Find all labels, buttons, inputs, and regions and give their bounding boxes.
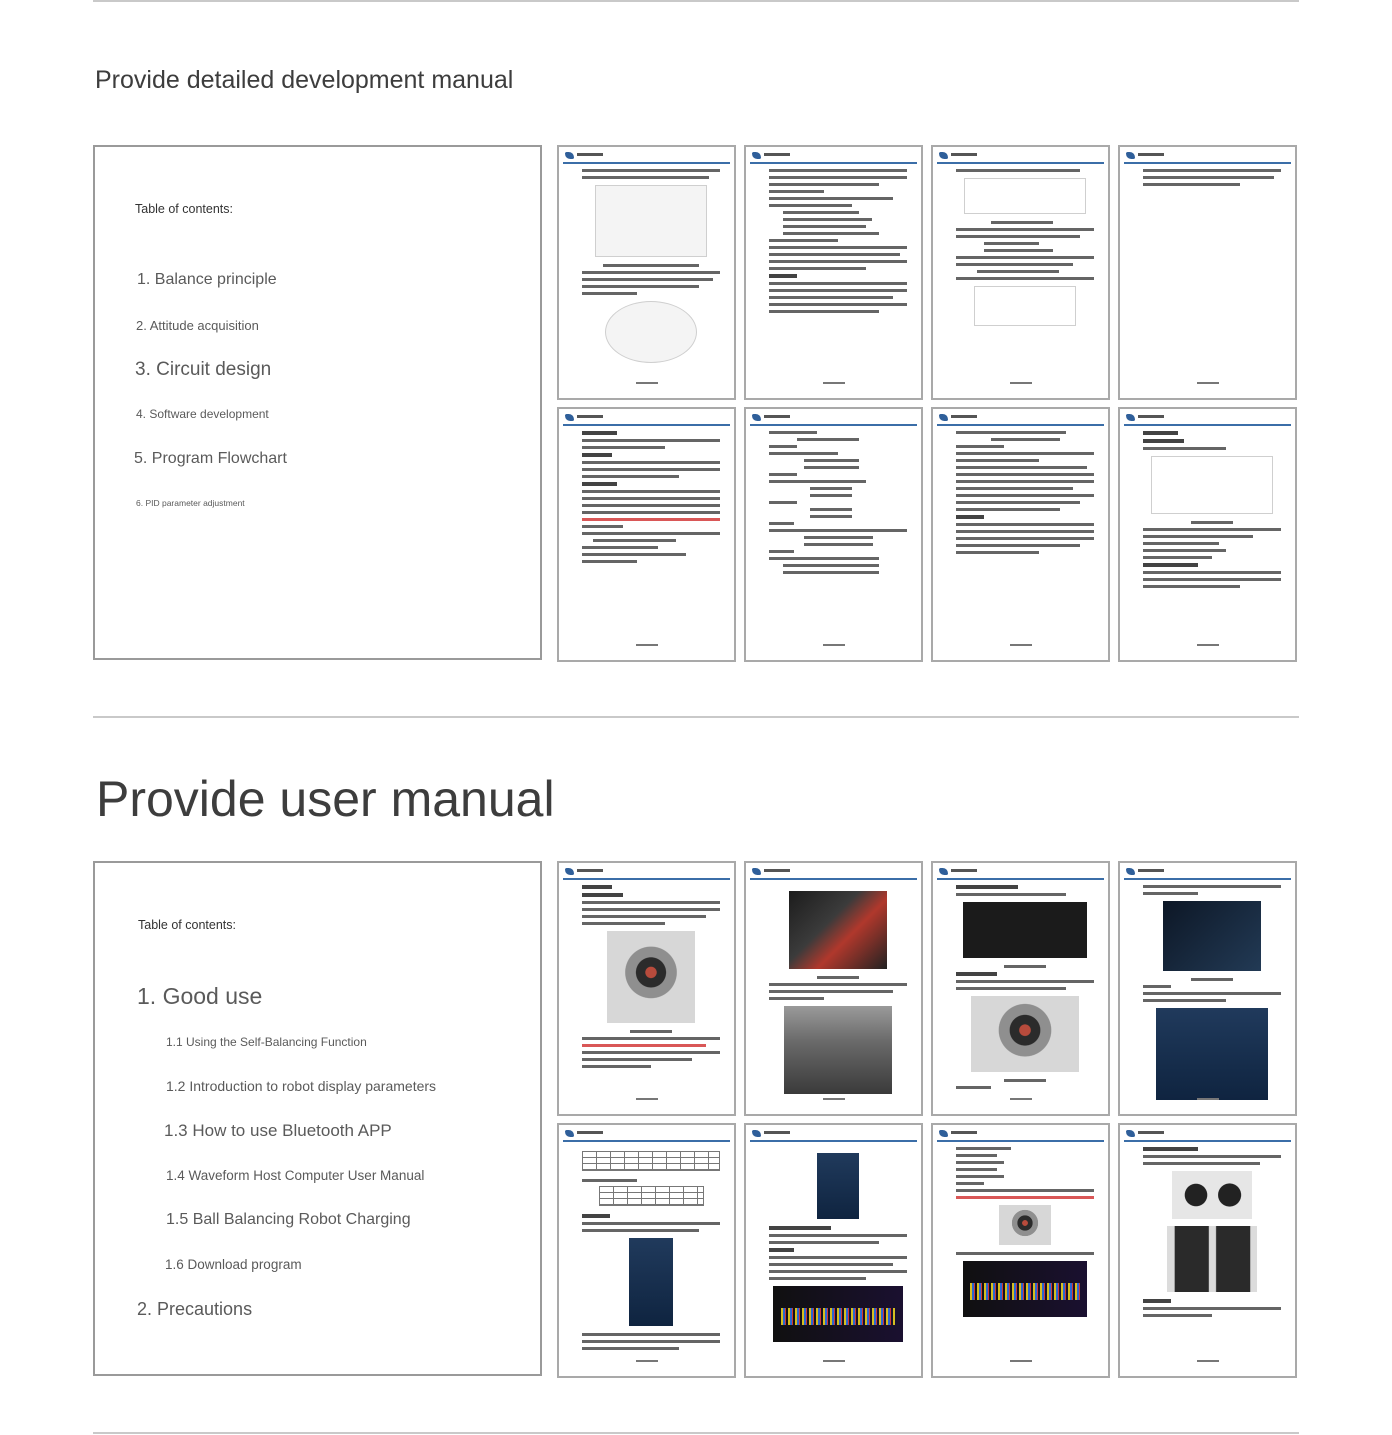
company-logo-icon <box>939 868 948 875</box>
company-logo-icon <box>752 1130 761 1137</box>
user-manual-heading: Provide user manual <box>96 771 555 827</box>
waveform-chart-image <box>963 1261 1087 1317</box>
company-logo-icon <box>1126 868 1135 875</box>
user-manual-toc-panel <box>93 861 542 1376</box>
manual-page-thumbnail <box>557 145 736 400</box>
section-divider <box>93 716 1299 718</box>
manual-page-thumbnail <box>557 1123 736 1378</box>
circuit-board-photo-image <box>789 891 887 969</box>
display-screen-image <box>963 902 1087 958</box>
toc-item: 6. PID parameter adjustment <box>136 498 245 508</box>
toc-item: 1. Good use <box>137 983 263 1009</box>
manual-page-thumbnail <box>1118 861 1297 1116</box>
company-logo-icon <box>1126 414 1135 421</box>
robot-photo-image <box>784 1006 892 1094</box>
app-screenshot-image <box>629 1238 673 1326</box>
robot-photo-image <box>607 931 695 1023</box>
company-logo-icon <box>939 152 948 159</box>
manual-page-thumbnail <box>557 861 736 1116</box>
charger-photo-image <box>1167 1226 1257 1292</box>
dev-manual-heading: Provide detailed development manual <box>95 66 514 94</box>
dev-manual-toc-panel <box>93 145 542 660</box>
manual-page-thumbnail <box>744 145 923 400</box>
toc-item: 1.4 Waveform Host Computer User Manual <box>166 1168 425 1183</box>
toc-item: 4. Software development <box>136 407 269 421</box>
company-logo-icon <box>565 1130 574 1137</box>
manual-page-thumbnail <box>744 1123 923 1378</box>
manual-page-thumbnail <box>744 407 923 662</box>
toc-item: 3. Circuit design <box>135 359 272 380</box>
toc-item: 2. Attitude acquisition <box>136 318 259 333</box>
manual-page-thumbnail <box>557 407 736 662</box>
app-screenshot-image <box>817 1153 859 1219</box>
company-logo-icon <box>565 868 574 875</box>
manual-page-thumbnail <box>931 407 1110 662</box>
toc-item: 1.1 Using the Self-Balancing Function <box>166 1035 367 1049</box>
dev-manual-page-thumbnails <box>557 145 1299 662</box>
company-logo-icon <box>939 1130 948 1137</box>
user-manual-page-thumbnails <box>557 861 1299 1378</box>
robot-photo-image <box>971 996 1079 1072</box>
toc-item: 1.5 Ball Balancing Robot Charging <box>166 1211 411 1228</box>
company-logo-icon <box>939 414 948 421</box>
toc-item: 1. Balance principle <box>137 271 277 288</box>
bottom-divider <box>93 1432 1299 1434</box>
manual-page-thumbnail <box>931 861 1110 1116</box>
company-logo-icon <box>752 414 761 421</box>
manual-page-thumbnail <box>1118 407 1297 662</box>
toc-item: 2. Precautions <box>137 1299 253 1319</box>
toc-item: 1.2 Introduction to robot display parameters <box>166 1078 437 1094</box>
manual-page-thumbnail <box>931 145 1110 400</box>
bluetooth-module-image <box>1163 901 1261 971</box>
app-screenshot-image <box>1156 1008 1268 1100</box>
company-logo-icon <box>752 868 761 875</box>
robot-photo-image <box>999 1205 1051 1245</box>
company-logo-icon <box>752 152 761 159</box>
charger-photo-image <box>1172 1171 1252 1219</box>
company-logo-icon <box>1126 1130 1135 1137</box>
company-logo-icon <box>565 152 574 159</box>
manual-page-thumbnail <box>1118 145 1297 400</box>
manual-page-thumbnail <box>931 1123 1110 1378</box>
waveform-chart-image <box>773 1286 903 1342</box>
company-logo-icon <box>1126 152 1135 159</box>
top-divider <box>93 0 1299 2</box>
toc-item: 5. Program Flowchart <box>134 450 287 467</box>
toc-item: 1.6 Download program <box>165 1257 302 1272</box>
company-logo-icon <box>565 414 574 421</box>
toc-item: 1.3 How to use Bluetooth APP <box>164 1121 392 1140</box>
manual-page-thumbnail <box>744 861 923 1116</box>
toc-title: Table of contents: <box>138 918 236 932</box>
toc-title: Table of contents: <box>135 202 233 216</box>
manual-page-thumbnail <box>1118 1123 1297 1378</box>
